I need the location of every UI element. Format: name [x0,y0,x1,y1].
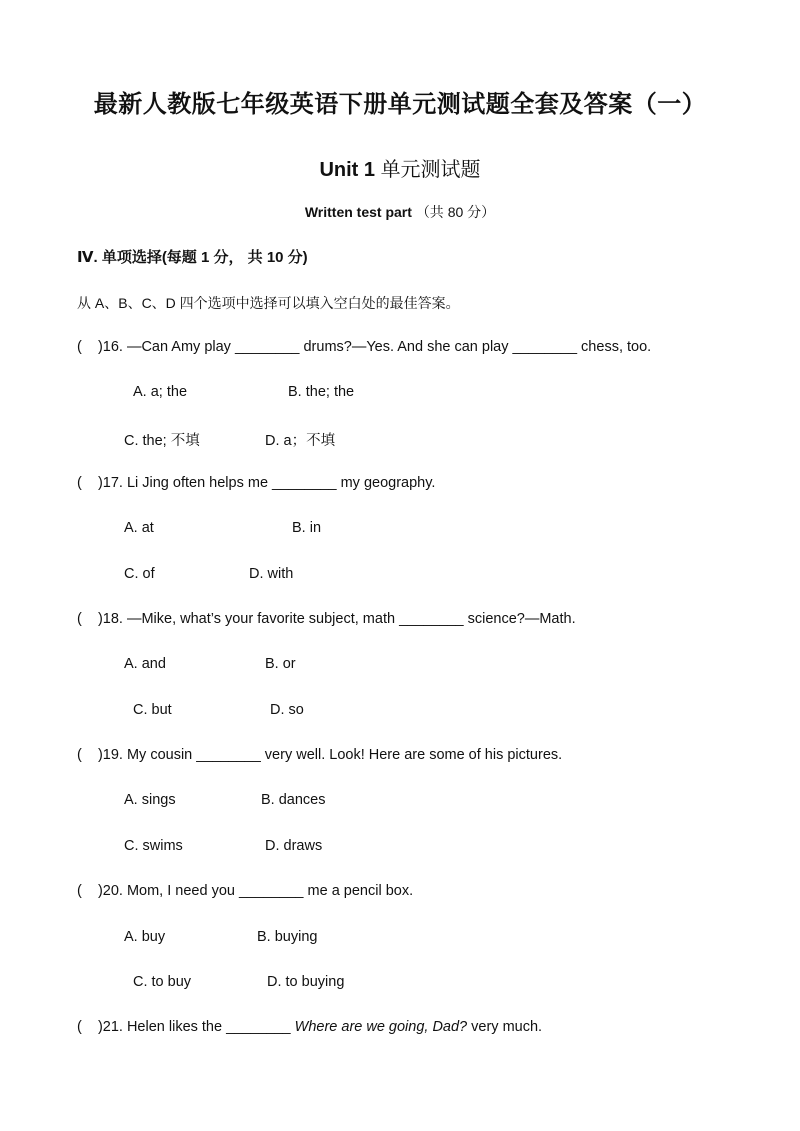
option-16-c: C. the; 不填 [124,433,200,449]
option-19-b: B. dances [261,792,326,808]
option-18-c: C. but [133,702,172,718]
written-label: Written test part [304,204,412,220]
option-17-d: D. with [249,566,294,582]
unit-label: Unit 1 [319,159,375,181]
unit-subtitle: 单元测试题 [380,157,481,181]
option-20-a: A. buy [124,929,166,945]
option-20-d: D. to buying [267,974,345,990]
question-20: ( )20. Mom, I need you ________ me a pencil box. [77,883,414,899]
question-21-title: Where are we going, Dad? [294,1019,468,1035]
question-17: ( )17. Li Jing often helps me ________ my geography. [77,475,436,491]
question-18: ( )18. —Mike, what’s your favorite subject, math ________ science?—Math. [77,611,576,627]
option-17-c: C. of [124,566,155,582]
question-19: ( )19. My cousin ________ very well. Look! Here are some of his pictures. [77,747,563,763]
written-test-heading [0,202,800,222]
option-16-b: B. the; the [288,384,355,400]
unit-heading [0,153,800,182]
option-19-d: D. draws [265,838,323,854]
section-heading: Ⅳ. 单项选择(每题 1 分， 共 10 分) [77,249,308,266]
written-points: （共 80 分） [415,204,496,220]
question-21 [77,1019,542,1035]
document-title: 最新人教版七年级英语下册单元测试题全套及答案（一） [93,89,707,118]
question-21-text-before: ( )21. Helen likes the ________ [77,1019,295,1035]
option-18-b: B. or [265,656,296,672]
instruction-text: 从 A、B、C、D 四个选项中选择可以填入空白处的最佳答案。 [77,295,460,311]
option-17-a: A. at [124,520,154,536]
option-16-a: A. a; the [133,384,188,400]
question-21-text-after: very much. [467,1019,543,1035]
question-16: ( )16. —Can Amy play ________ drums?—Yes. And she can play ________ chess, too. [77,339,652,355]
option-19-a: A. sings [124,792,176,808]
option-16-d: D. a；不填 [265,433,336,449]
option-20-b: B. buying [257,929,318,945]
option-19-c: C. swims [124,838,183,854]
option-17-b: B. in [292,520,322,536]
option-18-a: A. and [124,656,166,672]
option-20-c: C. to buy [133,974,192,990]
option-18-d: D. so [270,702,304,718]
